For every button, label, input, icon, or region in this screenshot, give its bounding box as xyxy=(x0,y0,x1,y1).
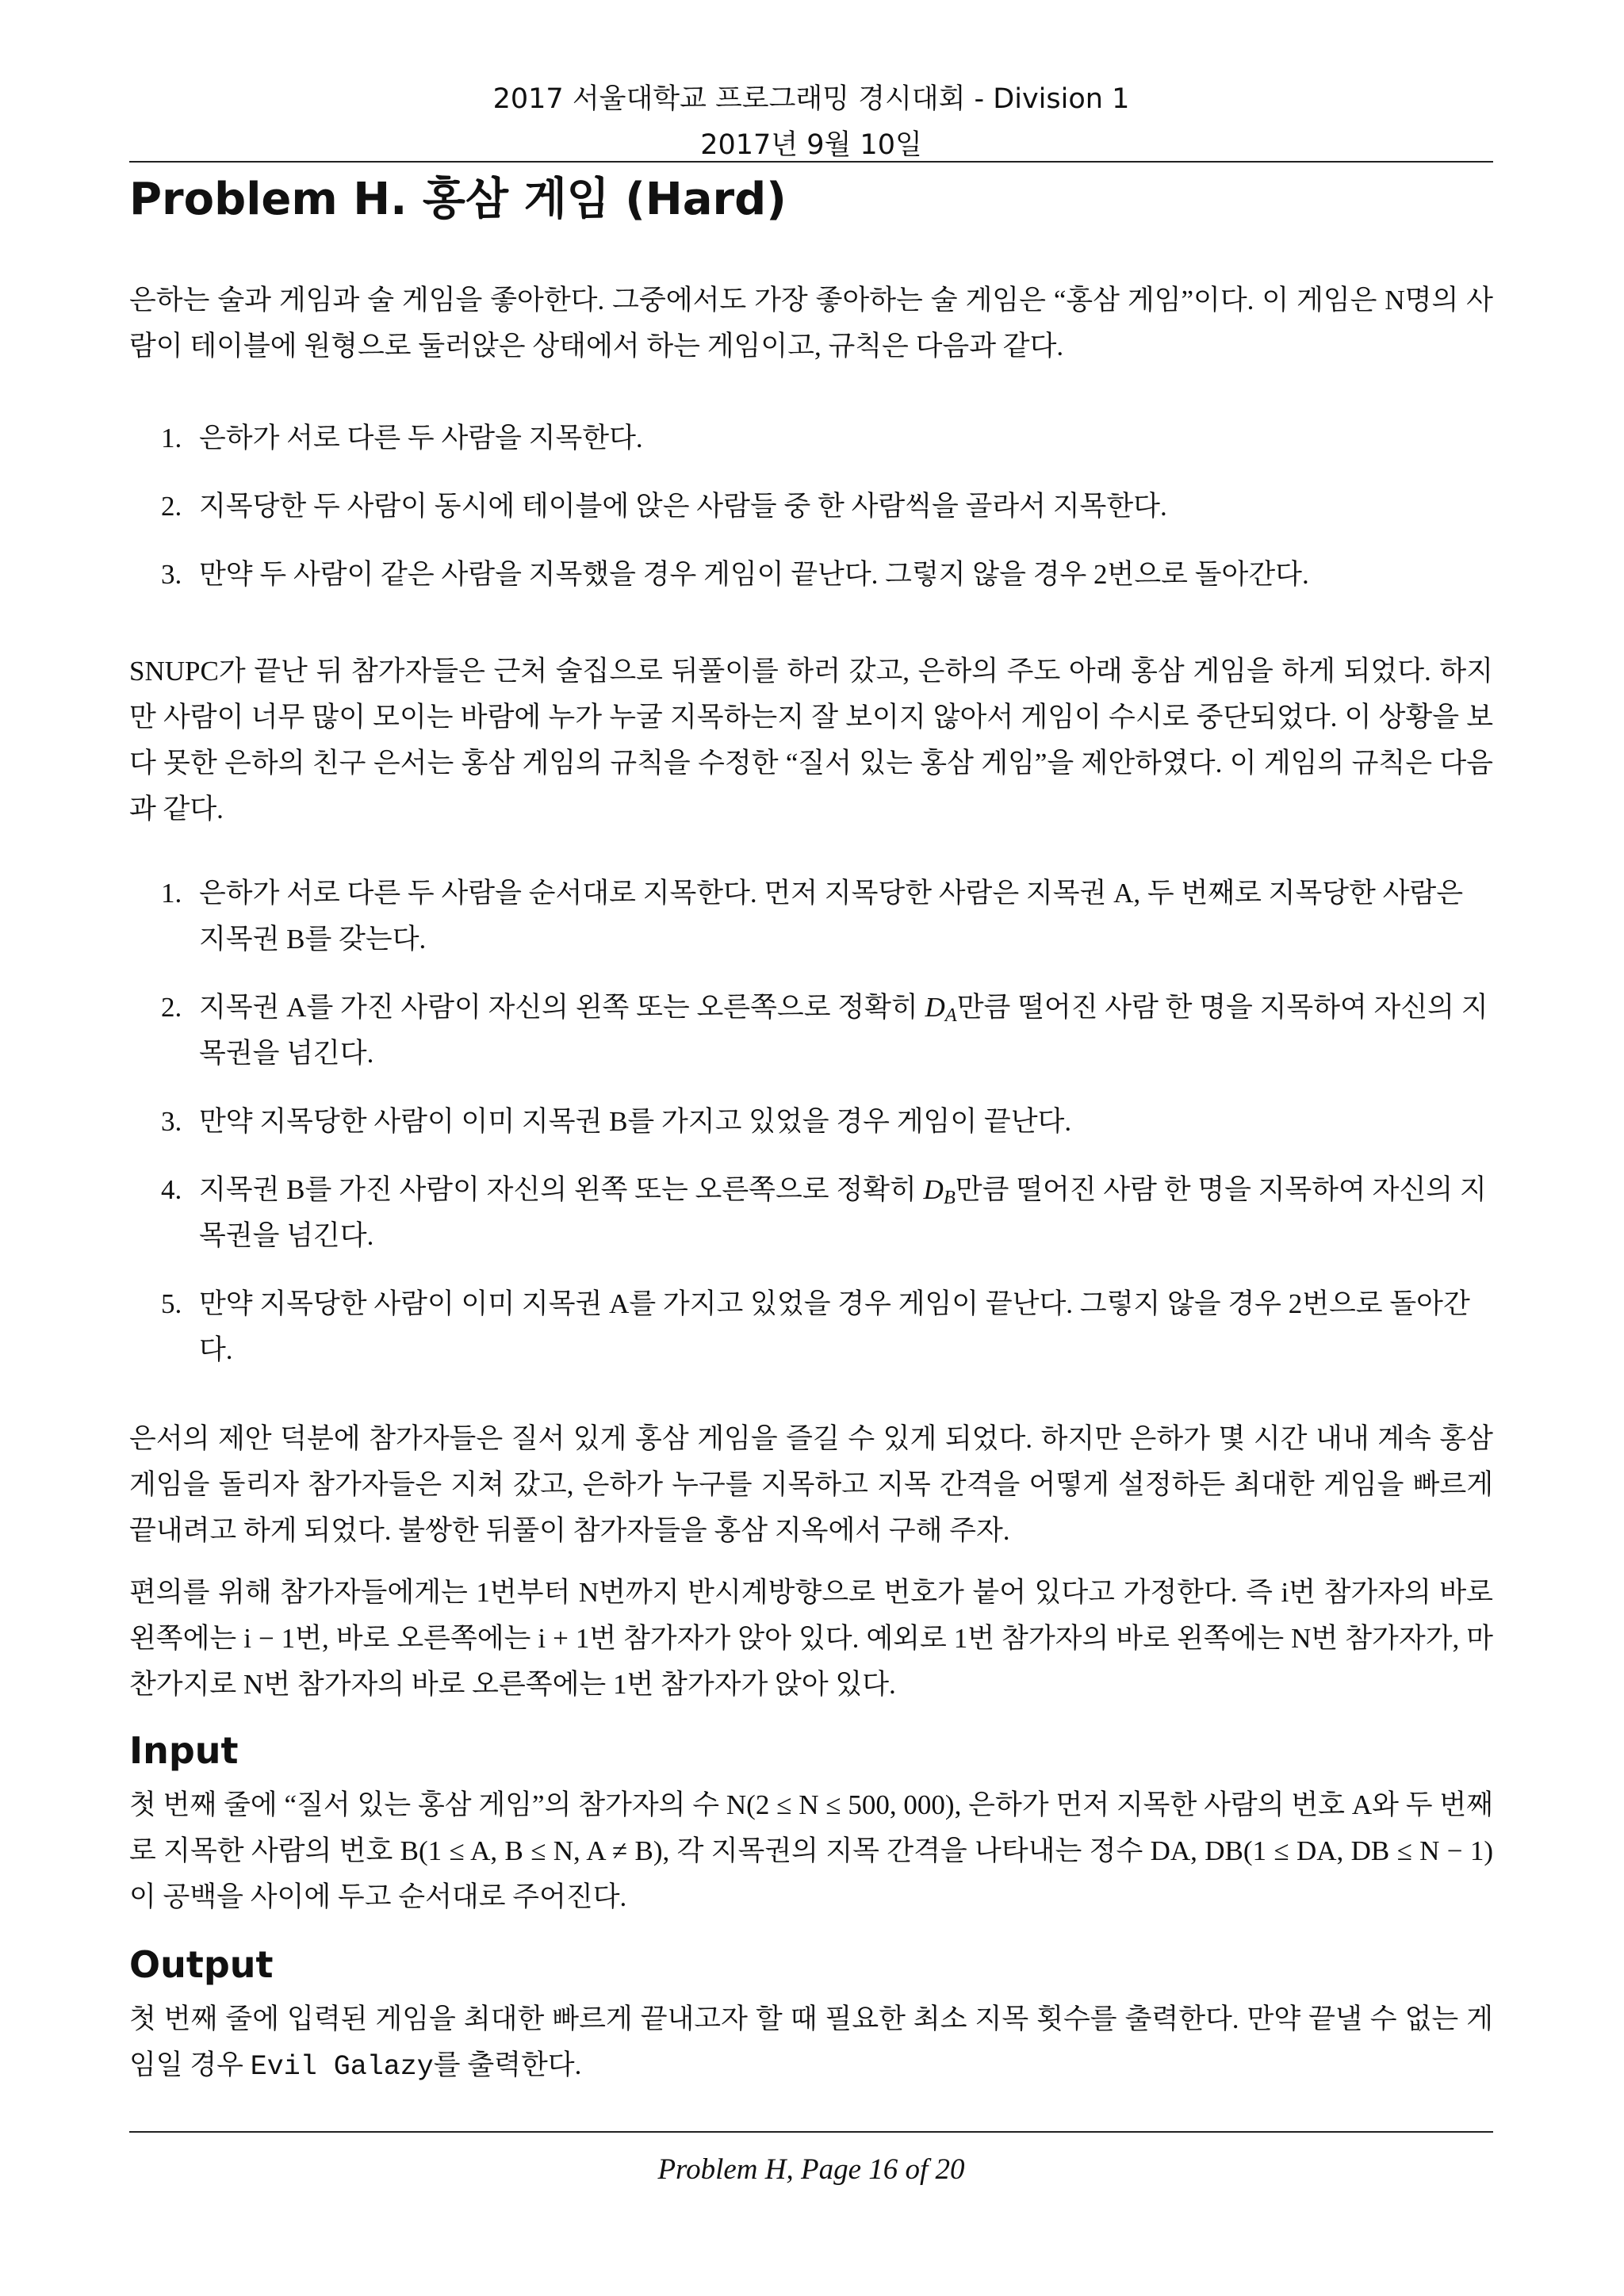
list-number: 1. xyxy=(161,878,182,909)
text-segment: 지목권 A를 가진 사람이 자신의 왼쪽 또는 오른쪽으로 정확히 xyxy=(199,992,925,1023)
list-text: 은하가 서로 다른 두 사람을 지목한다. xyxy=(199,423,643,453)
list-text: 지목당한 두 사람이 동시에 테이블에 앉은 사람들 중 한 사람씩을 골라서 지목한다. xyxy=(199,491,1167,522)
input-description: 첫 번째 줄에 “질서 있는 홍삼 게임”의 참가자의 수 N(2 ≤ N ≤ 500, 000), 은하가 먼저 지목한 사람의 번호 A와 두 번째로 지목한 사람의 번호 B(1 ≤ A, B ≤ N, A ≠ B), 각 지목권의 지목 간격을 나타내는 정수 DA, DB(1 ≤ DA, DB ≤ N − 1)이 공백을 사이에 두고 순서대로 주어진다. xyxy=(129,1789,1493,1912)
list-number: 3. xyxy=(161,1106,182,1137)
list-text: 만약 지목당한 사람이 이미 지목권 B를 가지고 있었을 경우 게임이 끝난다. xyxy=(199,1106,1072,1137)
math-variable: D xyxy=(925,992,945,1023)
code-literal: Evil Galazy xyxy=(250,2051,434,2083)
list-text: 만약 두 사람이 같은 사람을 지목했을 경우 게임이 끝난다. 그렇지 않을 경우 2번으로 돌아간다. xyxy=(199,559,1309,590)
list-number: 1. xyxy=(161,423,182,453)
list-number: 5. xyxy=(161,1288,182,1319)
list-number: 4. xyxy=(161,1174,182,1205)
convention-paragraph: 편의를 위해 참가자들에게는 1번부터 N번까지 반시계방향으로 번호가 붙어 있다고 가정한다. 즉 i번 참가자의 바로 왼쪽에는 i − 1번, 바로 오른쪽에는 i + 1번 참가자가 앉아 있다. 예외로 1번 참가자의 바로 왼쪽에는 N번 참가자가, 마찬가지로 N번 참가자의 바로 오른쪽에는 1번 참가자가 앉아 있다. xyxy=(129,1577,1493,1700)
header-date: 2017년 9월 10일 xyxy=(700,129,922,161)
list-text xyxy=(199,1167,1493,1259)
list-number: 2. xyxy=(161,992,182,1023)
problem-title: Problem H. 홍삼 게임 (Hard) xyxy=(129,174,787,225)
motivation-paragraph: 은서의 제안 덕분에 참가자들은 질서 있게 홍삼 게임을 즐길 수 있게 되었다. 하지만 은하가 몇 시간 내내 계속 홍삼 게임을 돌리자 참가자들은 지쳐 갔고, 은하가 누구를 지목하고 지목 간격을 어떻게 설정하든 최대한 게임을 빠르게 끝내려고 하게 되었다. 불쌍한 뒤풀이 참가자들을 홍삼 지옥에서 구해 주자. xyxy=(129,1423,1493,1546)
text-segment: 를 출력한다. xyxy=(433,2049,582,2080)
list-text: 은하가 서로 다른 두 사람을 순서대로 지목한다. 먼저 지목당한 사람은 지목권 A, 두 번째로 지목당한 사람은 지목권 B를 갖는다. xyxy=(199,878,1464,955)
input-heading: Input xyxy=(129,1729,239,1772)
header-rule xyxy=(129,161,1493,163)
page-header xyxy=(129,76,1493,168)
math-subscript: B xyxy=(943,1187,956,1209)
text-segment: 지목권 B를 가진 사람이 자신의 왼쪽 또는 오른쪽으로 정확히 xyxy=(199,1174,924,1205)
header-contest-title: 2017 서울대학교 프로그래밍 경시대회 - Division 1 xyxy=(492,83,1130,115)
output-description xyxy=(129,1996,1493,2090)
intro-paragraph: 은하는 술과 게임과 술 게임을 좋아한다. 그중에서도 가장 좋아하는 술 게임은 “홍삼 게임”이다. 이 게임은 N명의 사람이 테이블에 원형으로 둘러앉은 상태에서 하는 게임이고, 규칙은 다음과 같다. xyxy=(129,285,1493,362)
text-segment: 첫 번째 줄에 입력된 게임을 최대한 빠르게 끝내고자 할 때 필요한 최소 지목 횟수를 출력한다. 만약 끝낼 수 없는 게임일 경우 xyxy=(129,2003,1493,2080)
output-heading: Output xyxy=(129,1943,274,1986)
footer-rule xyxy=(129,2131,1493,2133)
math-subscript: A xyxy=(944,1004,957,1027)
list-number: 2. xyxy=(161,491,182,522)
text-segment: 만큼 떨어진 사람 한 명을 지목하여 자신의 지목권을 넘긴다. xyxy=(199,992,1488,1069)
text-segment: 만큼 떨어진 사람 한 명을 지목하여 자신의 지목권을 넘긴다. xyxy=(199,1174,1487,1251)
math-variable: D xyxy=(923,1174,944,1205)
page-footer: Problem H, Page 16 of 20 xyxy=(657,2153,965,2186)
context-paragraph: SNUPC가 끝난 뒤 참가자들은 근처 술집으로 뒤풀이를 하러 갔고, 은하의 주도 아래 홍삼 게임을 하게 되었다. 하지만 사람이 너무 많이 모이는 바람에 누가 누굴 지목하는지 잘 보이지 않아서 게임이 수시로 중단되었다. 이 상황을 보다 못한 은하의 친구 은서는 홍삼 게임의 규칙을 수정한 “질서 있는 홍삼 게임”을 제안하였다. 이 게임의 규칙은 다음과 같다. xyxy=(129,656,1493,825)
list-number: 3. xyxy=(161,559,182,590)
list-text: 만약 지목당한 사람이 이미 지목권 A를 가지고 있었을 경우 게임이 끝난다. 그렇지 않을 경우 2번으로 돌아간다. xyxy=(199,1288,1470,1365)
list-text xyxy=(199,985,1493,1077)
